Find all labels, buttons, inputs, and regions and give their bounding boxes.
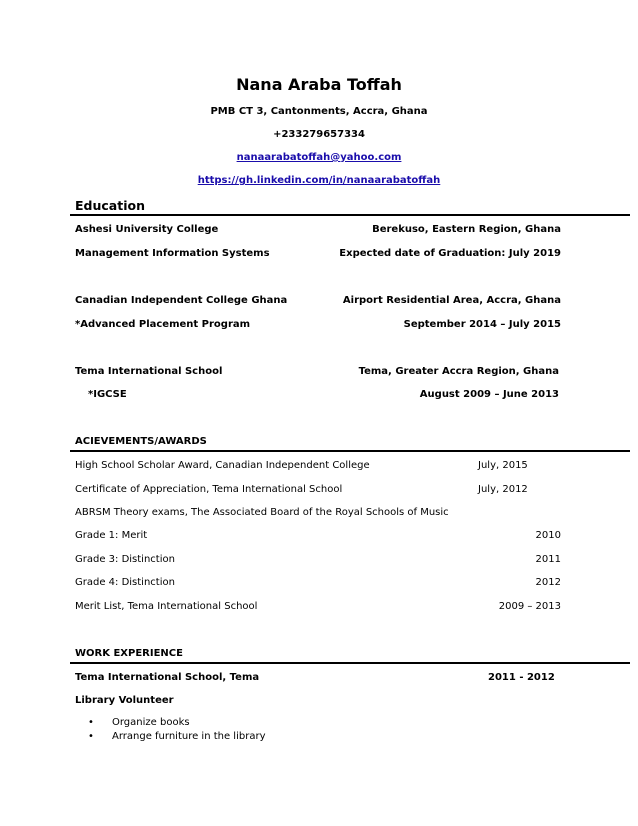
duty-text: Organize books <box>112 717 190 728</box>
award-item: Grade 3: Distinction <box>75 554 175 565</box>
phone: +233279657334 <box>273 129 365 140</box>
award-date: 2011 <box>535 554 561 565</box>
award-item: Certificate of Appreciation, Tema International School <box>75 484 343 495</box>
award-item: Merit List, Tema International School <box>75 601 258 612</box>
award-item: ABRSM Theory exams, The Associated Board of the Royal Schools of Music <box>75 507 449 518</box>
work-employer: Tema International School, Tema <box>75 672 260 683</box>
edu-1-dates: Expected date of Graduation: July 2019 <box>339 248 561 259</box>
award-item: Grade 4: Distinction <box>75 577 175 588</box>
duty-text: Arrange furniture in the library <box>112 731 266 742</box>
awards-rule <box>70 450 630 452</box>
work-rule <box>70 662 630 664</box>
work-dates: 2011 - 2012 <box>488 672 555 683</box>
edu-3-program: *IGCSE <box>88 389 127 400</box>
edu-3-school: Tema International School <box>75 366 223 377</box>
resume-name: Nana Araba Toffah <box>236 75 402 94</box>
award-item: High School Scholar Award, Canadian Independent College <box>75 460 370 471</box>
education-rule <box>70 214 630 216</box>
award-date: 2012 <box>535 577 561 588</box>
list-item <box>88 716 265 730</box>
linkedin-link[interactable]: https://gh.linkedin.com/in/nanaarabatoffah <box>197 175 441 186</box>
edu-3-location: Tema, Greater Accra Region, Ghana <box>358 366 559 377</box>
address: PMB CT 3, Cantonments, Accra, Ghana <box>210 106 428 117</box>
edu-1-program: Management Information Systems <box>75 248 270 259</box>
award-item: Grade 1: Merit <box>75 530 148 541</box>
edu-1-location: Berekuso, Eastern Region, Ghana <box>372 224 561 235</box>
email-link[interactable]: nanaarabatoffah@yahoo.com <box>236 152 402 163</box>
work-duties-list <box>88 716 265 744</box>
work-heading: WORK EXPERIENCE <box>75 648 183 659</box>
edu-3-dates: August 2009 – June 2013 <box>419 389 559 400</box>
edu-2-location: Airport Residential Area, Accra, Ghana <box>342 295 561 306</box>
work-role: Library Volunteer <box>75 695 174 706</box>
awards-heading: ACIEVEMENTS/AWARDS <box>75 436 207 447</box>
award-date: July, 2012 <box>478 484 528 495</box>
award-date: 2010 <box>535 530 561 541</box>
edu-1-school: Ashesi University College <box>75 224 219 235</box>
edu-2-school: Canadian Independent College Ghana <box>75 295 288 306</box>
edu-2-program: *Advanced Placement Program <box>75 319 251 330</box>
list-item <box>88 730 265 744</box>
award-date: July, 2015 <box>478 460 528 471</box>
bullet-icon: • <box>88 731 94 742</box>
education-heading: Education <box>75 198 145 213</box>
edu-2-dates: September 2014 – July 2015 <box>403 319 561 330</box>
bullet-icon: • <box>88 717 94 728</box>
award-date: 2009 – 2013 <box>498 601 561 612</box>
